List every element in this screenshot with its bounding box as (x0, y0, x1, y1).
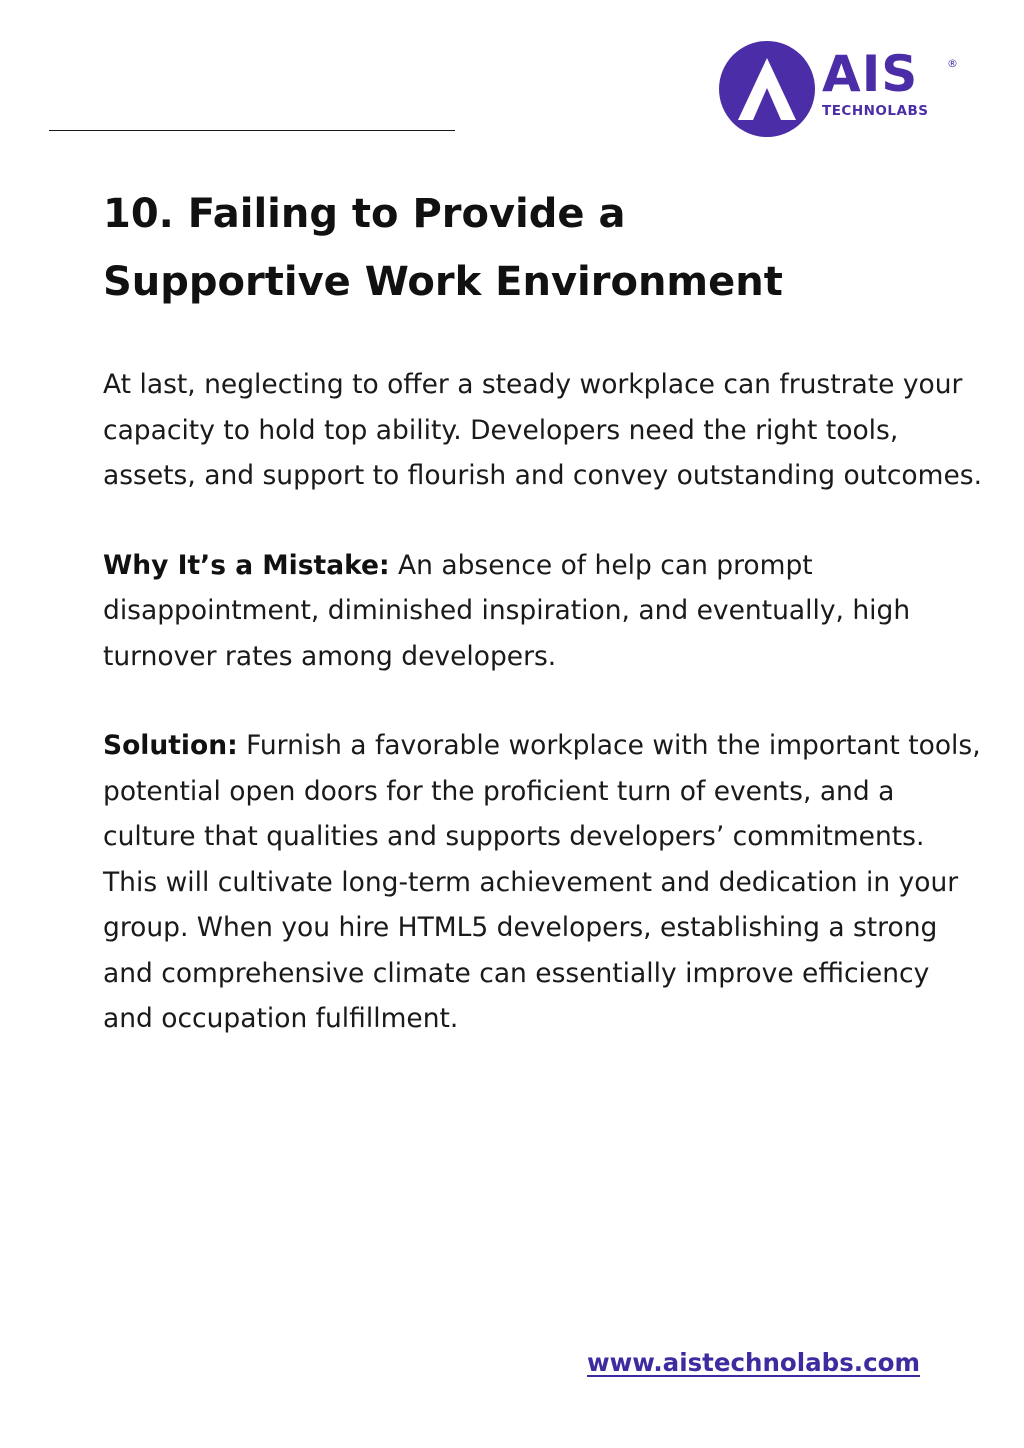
title-line-1: 10. Failing to Provide a (103, 191, 626, 237)
paragraph-spacer (103, 679, 983, 723)
paragraph-spacer (103, 499, 983, 543)
intro-paragraph: At last, neglecting to offer a steady workplace can frustrate your capacity to hold top ability. Developers need the right tools, assets, and support to flourish and convey outstanding outcomes. (103, 369, 982, 491)
why-mistake-paragraph (103, 543, 983, 680)
company-logo (718, 40, 968, 140)
ais-logo-mark-icon (718, 40, 816, 138)
title-line-2: Supportive Work Environment (103, 259, 783, 305)
registered-mark: ® (947, 57, 958, 70)
logo-wordmark: AIS (822, 45, 919, 103)
solution-paragraph (103, 723, 983, 1042)
solution-text: Furnish a favorable workplace with the important tools, potential open doors for the proficient turn of events, and a culture that qualities and supports developers’ commitments. This will cultivate long-term achievement and dedication in your group. When you hire HTML5 developers, establishing a strong and comprehensive climate can essentially improve efficiency and occupation fulfillment. (103, 730, 981, 1034)
why-mistake-label: Why It’s a Mistake: (103, 549, 390, 581)
why-mistake-text: An absence of help can prompt disappointment, diminished inspiration, and eventually, high turnover rates among developers. (103, 549, 911, 672)
header-divider (49, 130, 455, 131)
article-body (103, 362, 983, 1042)
page-title (103, 180, 983, 316)
website-link[interactable]: www.aistechnolabs.com (587, 1348, 920, 1377)
solution-label: Solution: (103, 730, 238, 761)
logo-subtitle: TECHNOLABS (822, 103, 929, 119)
